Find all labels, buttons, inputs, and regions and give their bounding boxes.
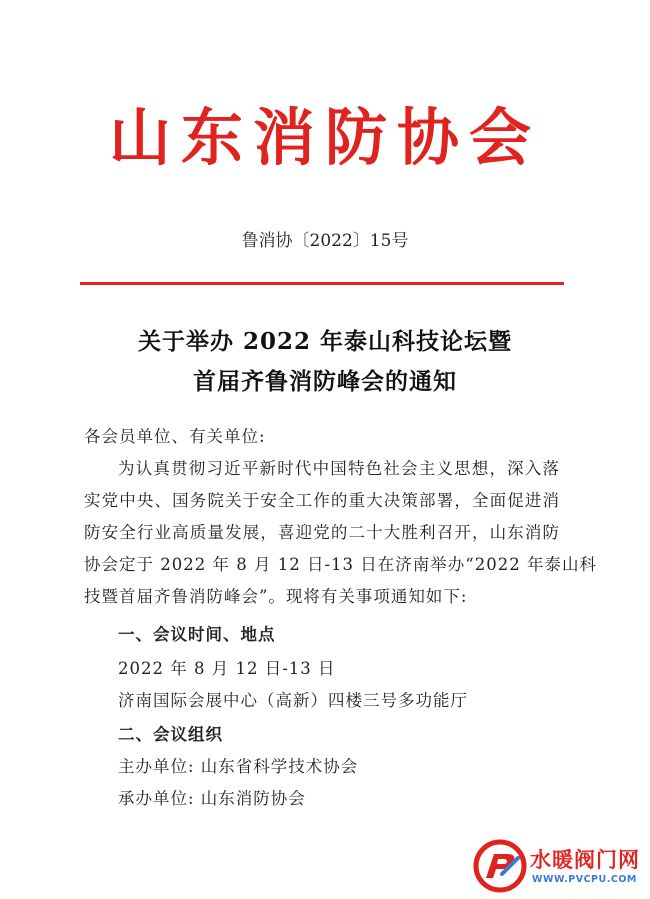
body-line: 实党中央、国务院关于安全工作的重大决策部署，全面促进消	[84, 491, 560, 510]
organizer: 承办单位: 山东消防协会	[118, 789, 306, 808]
section-heading-organization: 二、会议组织	[118, 725, 223, 744]
notice-title-line-1: 关于举办 2022 年泰山科技论坛暨	[137, 328, 513, 355]
body-line: 技暨首届齐鲁消防峰会”。现将有关事项通知如下:	[84, 587, 468, 606]
section-heading-time-place: 一、会议时间、地点	[118, 625, 276, 644]
meeting-venue: 济南国际会展中心（高新）四楼三号多功能厅	[118, 691, 468, 710]
notice-title-line-2: 首届齐鲁消防峰会的通知	[193, 368, 457, 395]
body-line: 协会定于 2022 年 8 月 12 日-13 日在济南举办“2022 年泰山科	[84, 555, 597, 574]
salutation: 各会员单位、有关单位:	[84, 427, 266, 446]
document-number: 鲁消协〔2022〕15号	[241, 231, 409, 251]
host-organization: 主办单位: 山东省科学技术协会	[118, 757, 359, 776]
watermark-site-name: 水暖阀门网	[530, 848, 640, 872]
site-watermark	[472, 838, 644, 894]
body-line: 防安全行业高质量发展，喜迎党的二十大胜利召开，山东消防	[84, 523, 560, 542]
meeting-date: 2022 年 8 月 12 日-13 日	[118, 659, 336, 678]
watermark-url: WWW.PVCPU.COM	[532, 874, 637, 885]
header-divider	[80, 282, 564, 285]
body-line: 为认真贯彻习近平新时代中国特色社会主义思想，深入落	[118, 459, 560, 478]
watermark-logo-icon	[472, 838, 528, 894]
letterhead-title: 山东消防协会	[108, 101, 541, 174]
